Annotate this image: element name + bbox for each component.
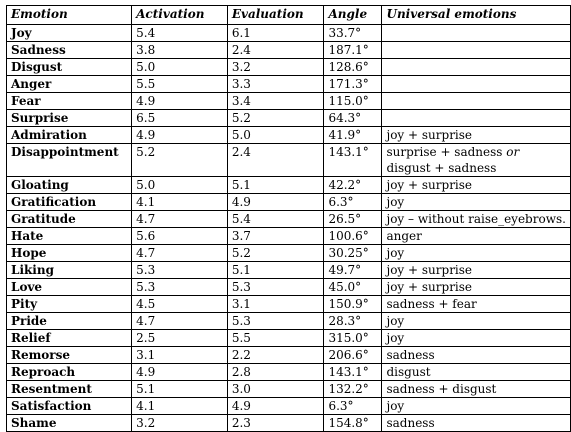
activation-cell: 4.1 [132,398,228,415]
header-activation: Activation [132,6,228,25]
activation-cell: 2.5 [132,330,228,347]
table-row [7,347,571,364]
angle-cell: 6.3° [324,398,382,415]
emotion-cell: Disappointment [7,144,132,177]
angle-cell: 45.0° [324,279,382,296]
emotion-cell: Fear [7,93,132,110]
table-row [7,127,571,144]
table-row [7,177,571,194]
evaluation-cell: 5.1 [227,262,324,279]
emotion-cell: Liking [7,262,132,279]
table-row [7,364,571,381]
table-row [7,144,571,177]
table-row [7,76,571,93]
universal-cell: joy [382,245,571,262]
angle-cell: 30.25° [324,245,382,262]
universal-cell: sadness + fear [382,296,571,313]
header-angle: Angle [324,6,382,25]
angle-cell: 100.6° [324,228,382,245]
angle-cell: 143.1° [324,364,382,381]
table-row [7,42,571,59]
activation-cell: 3.2 [132,415,228,432]
table-row [7,296,571,313]
emotion-cell: Joy [7,25,132,42]
universal-line-1 [386,144,566,160]
universal-cell [382,93,571,110]
table-row [7,25,571,42]
table-row [7,93,571,110]
activation-cell: 5.3 [132,279,228,296]
evaluation-cell: 6.1 [227,25,324,42]
evaluation-cell: 3.7 [227,228,324,245]
header-universal-emotions: Universal emotions [382,6,571,25]
universal-cell: joy [382,194,571,211]
universal-cell: joy + surprise [382,127,571,144]
universal-cell: sadness [382,415,571,432]
table-row [7,110,571,127]
or-connector: or [506,145,520,159]
universal-cell: joy [382,330,571,347]
activation-cell: 5.5 [132,76,228,93]
universal-cell: joy – without raise_eyebrows. [382,211,571,228]
evaluation-cell: 5.0 [227,127,324,144]
universal-cell: joy + surprise [382,177,571,194]
emotion-cell: Sadness [7,42,132,59]
activation-cell: 5.1 [132,381,228,398]
evaluation-cell: 5.2 [227,110,324,127]
evaluation-cell: 5.4 [227,211,324,228]
emotion-cell: Pity [7,296,132,313]
activation-cell: 4.7 [132,245,228,262]
emotion-cell: Resentment [7,381,132,398]
evaluation-cell: 3.0 [227,381,324,398]
universal-cell: anger [382,228,571,245]
universal-cell [382,110,571,127]
activation-cell: 4.7 [132,313,228,330]
emotion-cell: Shame [7,415,132,432]
angle-cell: 41.9° [324,127,382,144]
angle-cell: 26.5° [324,211,382,228]
emotion-cell: Hope [7,245,132,262]
universal-cell [382,144,571,177]
universal-cell: joy [382,398,571,415]
emotion-cell: Love [7,279,132,296]
universal-cell [382,42,571,59]
emotion-cell: Disgust [7,59,132,76]
angle-cell: 28.3° [324,313,382,330]
emotion-cell: Satisfaction [7,398,132,415]
universal-cell [382,76,571,93]
evaluation-cell: 5.3 [227,279,324,296]
evaluation-cell: 5.5 [227,330,324,347]
activation-cell: 3.8 [132,42,228,59]
universal-text: surprise + sadness [386,145,503,159]
evaluation-cell: 3.1 [227,296,324,313]
angle-cell: 33.7° [324,25,382,42]
universal-cell: joy [382,313,571,330]
evaluation-cell: 5.1 [227,177,324,194]
table-row [7,262,571,279]
table-row [7,398,571,415]
evaluation-cell: 3.3 [227,76,324,93]
evaluation-cell: 2.3 [227,415,324,432]
table-row [7,59,571,76]
activation-cell: 4.5 [132,296,228,313]
emotion-cell: Relief [7,330,132,347]
universal-line-2: disgust + sadness [386,161,497,175]
table-row [7,194,571,211]
angle-cell: 42.2° [324,177,382,194]
emotion-cell: Gratification [7,194,132,211]
header-emotion: Emotion [7,6,132,25]
angle-cell: 64.3° [324,110,382,127]
angle-cell: 187.1° [324,42,382,59]
activation-cell: 3.1 [132,347,228,364]
evaluation-cell: 5.2 [227,245,324,262]
activation-cell: 4.1 [132,194,228,211]
evaluation-cell: 4.9 [227,398,324,415]
activation-cell: 4.9 [132,127,228,144]
activation-cell: 5.0 [132,59,228,76]
evaluation-cell: 2.8 [227,364,324,381]
table-row [7,211,571,228]
angle-cell: 171.3° [324,76,382,93]
activation-cell: 5.6 [132,228,228,245]
angle-cell: 150.9° [324,296,382,313]
table-row [7,279,571,296]
angle-cell: 115.0° [324,93,382,110]
evaluation-cell: 2.4 [227,42,324,59]
universal-cell: sadness + disgust [382,381,571,398]
emotion-cell: Gratitude [7,211,132,228]
universal-cell [382,25,571,42]
evaluation-cell: 2.2 [227,347,324,364]
activation-cell: 4.9 [132,364,228,381]
emotion-cell: Reproach [7,364,132,381]
evaluation-cell: 3.4 [227,93,324,110]
activation-cell: 6.5 [132,110,228,127]
angle-cell: 206.6° [324,347,382,364]
angle-cell: 143.1° [324,144,382,177]
activation-cell: 5.2 [132,144,228,177]
evaluation-cell: 4.9 [227,194,324,211]
table-row [7,228,571,245]
header-evaluation: Evaluation [227,6,324,25]
angle-cell: 154.8° [324,415,382,432]
angle-cell: 315.0° [324,330,382,347]
activation-cell: 5.3 [132,262,228,279]
angle-cell: 6.3° [324,194,382,211]
table-row [7,415,571,432]
emotion-cell: Surprise [7,110,132,127]
table-row [7,313,571,330]
evaluation-cell: 2.4 [227,144,324,177]
activation-cell: 5.4 [132,25,228,42]
table-row [7,245,571,262]
emotion-cell: Pride [7,313,132,330]
table-row [7,381,571,398]
table-body [7,25,571,432]
universal-cell: joy + surprise [382,262,571,279]
emotion-cell: Admiration [7,127,132,144]
universal-cell: disgust [382,364,571,381]
emotion-cell: Hate [7,228,132,245]
angle-cell: 128.6° [324,59,382,76]
universal-cell [382,59,571,76]
emotion-cell: Remorse [7,347,132,364]
angle-cell: 132.2° [324,381,382,398]
emotion-cell: Anger [7,76,132,93]
activation-cell: 4.9 [132,93,228,110]
table-header [7,6,571,25]
activation-cell: 5.0 [132,177,228,194]
emotion-table [6,5,571,432]
evaluation-cell: 3.2 [227,59,324,76]
header-row [7,6,571,25]
universal-cell: sadness [382,347,571,364]
evaluation-cell: 5.3 [227,313,324,330]
activation-cell: 4.7 [132,211,228,228]
emotion-cell: Gloating [7,177,132,194]
universal-cell: joy + surprise [382,279,571,296]
angle-cell: 49.7° [324,262,382,279]
table-row [7,330,571,347]
